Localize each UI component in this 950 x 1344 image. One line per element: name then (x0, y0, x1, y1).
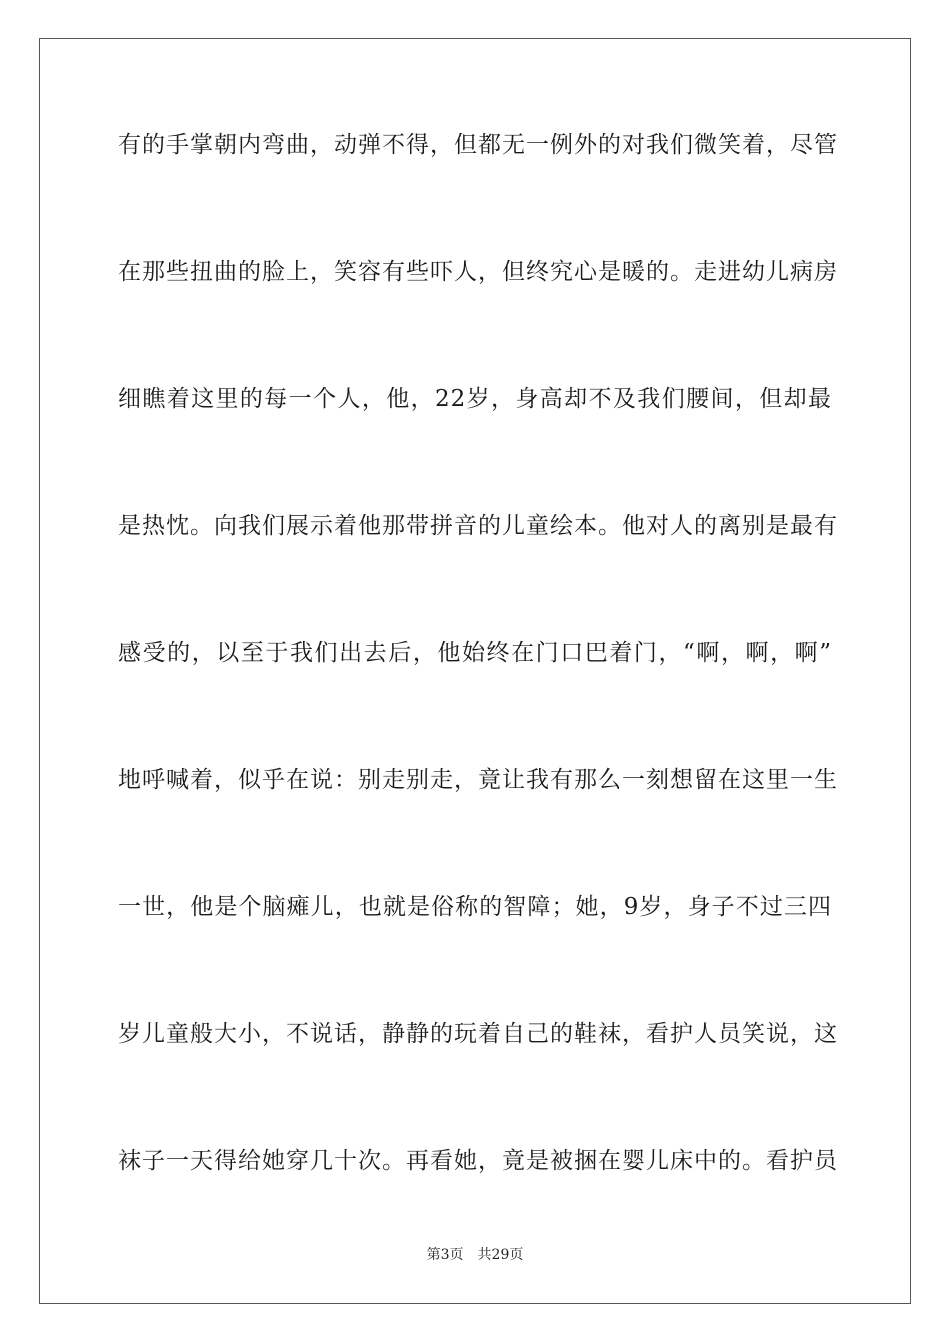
body-text (118, 130, 838, 1273)
text-line-5: 感受的，以至于我们出去后，他始终在门口巴着门，“啊，啊，啊” (118, 640, 832, 666)
text-line-3: 细瞧着这里的每一个人，他，22岁，身高却不及我们腰间，但却最 (118, 386, 832, 412)
text-line-7: 一世，他是个脑瘫儿，也就是俗称的智障；她，9岁，身子不过三四 (118, 894, 832, 920)
text-line-2: 在那些扭曲的脸上，笑容有些吓人，但终究心是暖的。走进幼儿病房 (118, 259, 838, 285)
page-number: 第3页 (426, 1247, 464, 1263)
page-footer (0, 1246, 950, 1264)
text-line-9: 袜子一天得给她穿几十次。再看她，竟是被捆在婴儿床中的。看护员 (118, 1148, 838, 1174)
text-line-4: 是热忱。向我们展示着他那带拼音的儿童绘本。他对人的离别是最有 (118, 513, 838, 539)
text-line-6: 地呼喊着，似乎在说：别走别走，竟让我有那么一刻想留在这里一生 (118, 767, 838, 793)
text-line-8: 岁儿童般大小，不说话，静静的玩着自己的鞋袜，看护人员笑说，这 (118, 1021, 838, 1047)
page-total: 共29页 (477, 1247, 524, 1263)
text-line-1: 有的手掌朝内弯曲，动弹不得，但都无一例外的对我们微笑着，尽管 (118, 132, 838, 158)
